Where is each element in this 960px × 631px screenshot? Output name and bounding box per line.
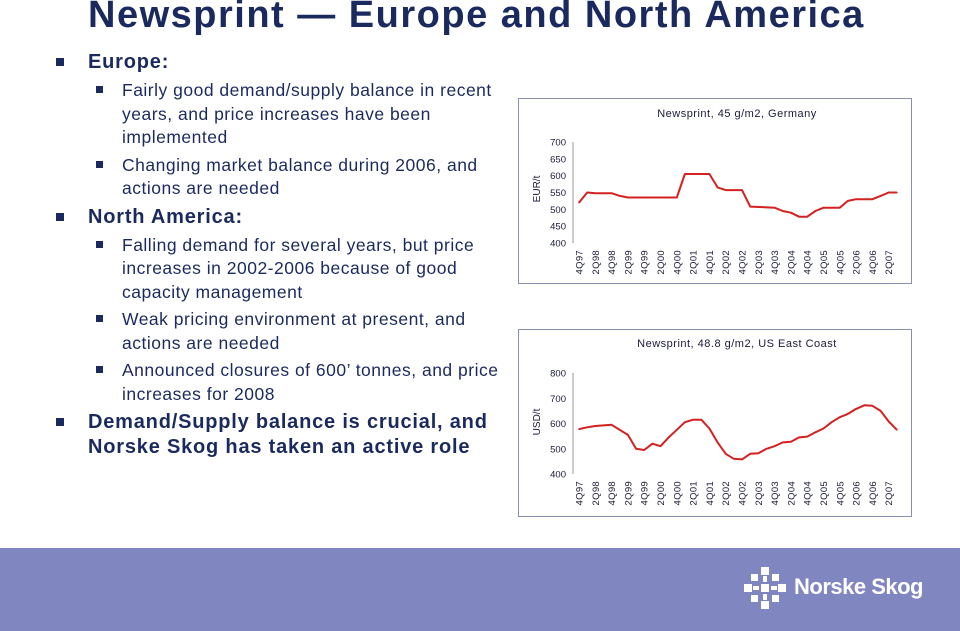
chart-1-x-tick-label: 2Q07 [884,250,896,275]
square-bullet-icon [56,213,64,221]
chart-1-data-point [888,192,890,194]
chart-2-y-tick-label: 600 [550,419,566,430]
chart-2-data-point [863,405,865,407]
chart-1-x-tick-label: 4Q02 [737,250,749,275]
chart-1-data-point [586,192,588,194]
chart-1-y-tick-label: 450 [550,221,566,233]
bullet-heading: Demand/Supply balance is crucial, and Norske Skog has taken an active role [88,411,488,458]
chart-1-x-tick-label: 2Q06 [851,250,863,275]
chart-1-x-tick-label: 2Q99 [623,250,635,275]
chart-1-x-tick-label: 4Q97 [574,250,586,275]
chart-1-x-tick-label: 4Q03 [770,250,782,275]
sub-bullet-text: Weak pricing environment at present, and actions are needed [122,309,466,353]
square-bullet-icon [96,315,103,322]
chart-2-data-point [896,429,898,431]
bullet-heading: North America: [88,205,243,228]
chart-1-y-tick-label: 600 [550,171,566,183]
chart-1-x-tick-label: 2Q03 [753,250,765,275]
chart-1-x-tick-label: 2Q00 [656,250,667,275]
bullet-heading: Europe: [88,51,170,73]
chart-2-x-tick-label: 2Q03 [753,481,765,506]
chart-1-y-tick-label: 500 [550,204,566,216]
chart-1-data-point [774,207,776,209]
chart-2-x-tick-label: 2Q98 [590,481,602,506]
chart-1-x-tick-label: 4Q01 [704,250,716,275]
chart-1-data-point [847,200,849,202]
chart-1-data-point [578,202,580,204]
chart-2-x-tick-label: 4Q05 [835,481,847,506]
chart-2-x-tick-label: 4Q06 [867,481,879,506]
chart-2-data-point [725,453,727,455]
chart-2-data-point [684,421,686,423]
chart-us-east-coast [518,329,912,517]
chart-1-data-point [806,216,808,218]
chart-1-x-tick-label: 2Q98 [590,250,602,275]
north-america-subitems [96,234,516,407]
bullet-list [56,50,516,464]
square-bullet-icon [96,241,103,248]
chart-2-x-tick-label: 4Q04 [802,481,814,506]
chart-2-data-point [880,410,882,412]
chart-2-data-point [888,421,890,423]
chart-2-data-point [831,421,833,423]
chart-germany-svg [519,99,911,283]
chart-2-data-point [692,419,694,421]
chart-1-data-point [896,192,898,194]
chart-2-data-point [627,434,629,436]
chart-2-data-point [652,443,654,445]
chart-1-x-tick-label: 4Q98 [607,250,619,275]
chart-2-x-tick-label: 4Q98 [607,481,619,506]
chart-us-east-coast-svg [519,330,911,516]
chart-1-y-tick-label: 550 [550,188,566,199]
chart-1-x-tick-label: 2Q02 [721,250,733,275]
chart-2-data-point [611,424,613,426]
chart-1-data-point [823,207,825,209]
chart-1-x-tick-label: 4Q99 [639,250,651,275]
sub-bullet [96,79,516,150]
chart-1-x-tick-label: 4Q06 [867,250,879,275]
square-bullet-icon [56,58,64,66]
chart-2-x-tick-label: 4Q00 [672,481,684,506]
chart-2-data-point [676,429,678,431]
sub-bullet [96,359,516,406]
chart-2-data-point [717,442,719,444]
norske-skog-snowflake-icon [743,566,787,610]
chart-1-data-point [595,192,597,194]
chart-2-x-tick-label: 4Q99 [639,481,651,506]
chart-2-data-point [660,445,662,447]
chart-1-data-point [619,195,621,197]
chart-1-data-point [815,210,817,212]
logo-text: Norske Skog [794,574,923,599]
chart-1-data-point [717,187,719,189]
chart-2-data-point [790,441,792,443]
bullet-demand-supply [56,410,516,460]
chart-2-x-tick-label: 4Q01 [704,481,716,506]
chart-1-y-tick-label: 400 [550,238,566,250]
chart-1-data-point [741,189,743,191]
square-bullet-icon [96,366,103,373]
chart-1-data-point [872,198,874,200]
sub-bullet-text: Fairly good demand/supply balance in recent years, and price increases have been implemented [122,80,492,147]
chart-2-x-tick-label: 2Q99 [623,481,635,506]
chart-2-data-point [643,449,645,451]
chart-2-x-tick-label: 2Q04 [786,481,798,506]
chart-2-data-point [815,432,817,434]
chart-2-data-point [782,442,784,444]
chart-1-series-line [579,174,897,217]
chart-2-x-tick-label: 2Q07 [884,481,896,506]
chart-2-x-tick-label: 2Q06 [851,481,863,506]
chart-2-data-point [586,426,588,428]
sub-bullet-text: Changing market balance during 2006, and actions are needed [122,154,478,198]
company-logo [743,566,933,616]
sub-bullet [96,308,516,355]
square-bullet-icon [96,161,103,168]
chart-1-x-tick-label: 2Q04 [786,250,798,275]
chart-1-data-point [709,173,711,175]
bullet-europe [56,50,516,75]
sub-bullet-text: Falling demand for several years, but price increases in 2002-2006 because of good capacity management [122,234,475,302]
chart-2-data-point [749,453,751,455]
chart-1-data-point [782,210,784,212]
bullet-north-america [56,205,516,230]
chart-1-x-tick-label: 4Q04 [802,250,814,275]
chart-1-y-axis-label: EUR/t [532,175,543,203]
chart-germany [518,98,912,284]
chart-1-x-tick-label: 2Q05 [819,250,830,275]
chart-1-data-point [676,197,678,199]
chart-2-data-point [733,458,735,460]
chart-2-y-tick-label: 500 [550,444,566,456]
chart-2-data-point [766,448,768,450]
chart-2-x-tick-label: 4Q03 [770,481,782,506]
chart-2-series-line [579,405,897,459]
chart-2-data-point [578,428,580,430]
chart-2-data-point [839,416,841,418]
chart-2-y-tick-label: 700 [550,393,566,405]
chart-2-data-point [668,437,670,439]
chart-2-x-tick-label: 2Q05 [819,481,830,506]
chart-2-data-point [806,436,808,438]
page-title: Newsprint — Europe and North America [88,0,865,36]
chart-2-x-tick-label: 2Q02 [721,481,733,506]
europe-subitems [96,79,516,201]
chart-2-data-point [635,448,637,450]
chart-2-data-point [709,428,711,430]
chart-1-data-point [798,216,800,218]
chart-2-y-axis-label: USD/t [532,408,543,436]
chart-1-data-point [749,206,751,208]
chart-2-data-point [700,419,702,421]
chart-2-x-tick-label: 2Q00 [656,481,667,506]
chart-1-y-tick-label: 700 [550,137,566,149]
chart-2-x-tick-label: 4Q02 [737,481,749,506]
chart-1-data-point [627,197,629,199]
chart-1-x-tick-label: 4Q00 [672,250,684,275]
sub-bullet-text: Announced closures of 600’ tonnes, and price increases for 2008 [122,360,499,404]
chart-2-data-point [823,428,825,430]
chart-2-x-tick-label: 4Q97 [574,481,586,506]
chart-1-data-point [880,195,882,197]
chart-1-data-point [611,192,613,194]
chart-2-x-tick-label: 2Q01 [688,481,700,506]
chart-1-y-tick-label: 650 [550,154,566,166]
chart-1-data-point [839,207,841,209]
square-bullet-icon [56,418,64,426]
chart-2-data-point [847,413,849,415]
chart-1-data-point [684,173,686,175]
chart-2-y-tick-label: 400 [550,469,566,481]
chart-2-data-point [872,405,874,407]
chart-1-x-tick-label: 2Q01 [688,250,700,275]
chart-1-data-point [790,212,792,214]
chart-2-y-tick-label: 800 [550,368,566,380]
chart-2-data-point [758,452,760,454]
chart-1-x-tick-label: 4Q05 [835,250,847,275]
chart-2-data-point [855,408,857,410]
chart-2-title: Newsprint, 48.8 g/m2, US East Coast [637,338,837,350]
chart-2-data-point [774,445,776,447]
chart-1-data-point [725,189,727,191]
chart-2-data-point [798,437,800,439]
sub-bullet [96,154,516,201]
chart-2-data-point [741,459,743,461]
chart-2-data-point [595,425,597,427]
chart-1-title: Newsprint, 45 g/m2, Germany [657,108,817,120]
sub-bullet [96,234,516,305]
chart-1-data-point [855,198,857,200]
square-bullet-icon [96,86,103,93]
